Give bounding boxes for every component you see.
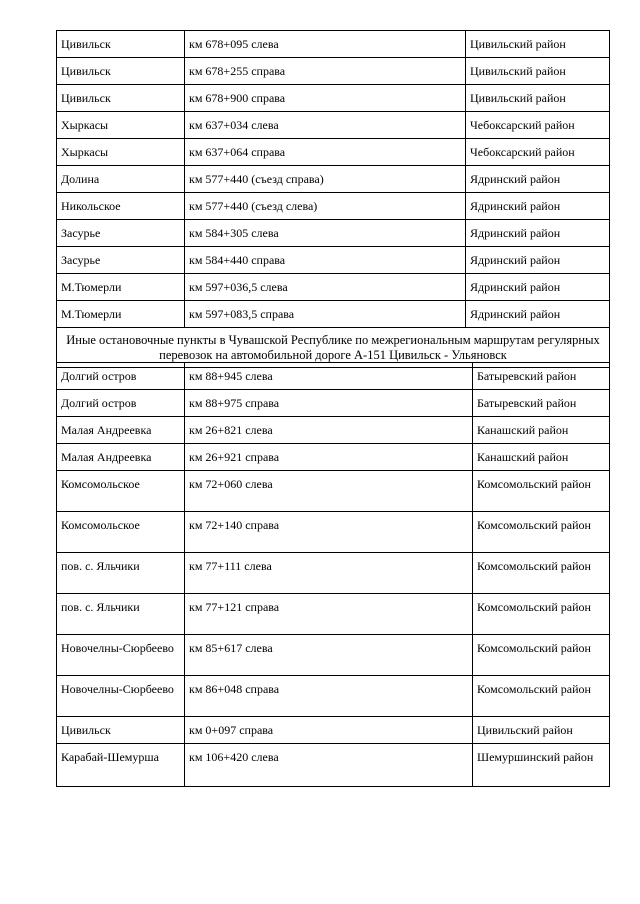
stop-km: км 577+440 (съезд справа) — [185, 166, 466, 193]
stop-name: М.Тюмерли — [57, 274, 185, 301]
stop-district: Цивильский район — [473, 717, 610, 744]
stop-name: Цивильск — [57, 31, 185, 58]
stop-district: Чебоксарский район — [466, 139, 610, 166]
stop-district: Комсомольский район — [473, 471, 610, 512]
table-row — [57, 220, 610, 247]
stop-district: Комсомольский район — [473, 512, 610, 553]
section-heading: Иные остановочные пункты в Чувашской Республике по межрегиональным маршрутам регулярных перевозок на автомобильной дороге А-151 Цивильск - Ульяновск — [57, 328, 610, 368]
table-row — [57, 717, 610, 744]
stop-name: Засурье — [57, 247, 185, 274]
stop-district: Батыревский район — [473, 390, 610, 417]
stop-km: км 88+945 слева — [185, 363, 473, 390]
table-row — [57, 112, 610, 139]
table-row — [57, 274, 610, 301]
stop-name: Малая Андреевка — [57, 417, 185, 444]
stop-km: км 72+060 слева — [185, 471, 473, 512]
stop-district: Ядринский район — [466, 193, 610, 220]
stop-district: Комсомольский район — [473, 635, 610, 676]
stop-km: км 106+420 слева — [185, 744, 473, 787]
stop-district: Канашский район — [473, 417, 610, 444]
stop-km: км 26+821 слева — [185, 417, 473, 444]
stop-district: Ядринский район — [466, 220, 610, 247]
stop-name: Засурье — [57, 220, 185, 247]
stops-table-a151 — [56, 362, 610, 787]
stop-district: Цивильский район — [466, 58, 610, 85]
stop-km: км 678+255 справа — [185, 58, 466, 85]
stop-km: км 0+097 справа — [185, 717, 473, 744]
stop-name: Новочелны-Сюрбеево — [57, 676, 185, 717]
stop-name: Комсомольское — [57, 512, 185, 553]
stop-km: км 85+617 слева — [185, 635, 473, 676]
table-row — [57, 512, 610, 553]
stop-km: км 584+305 слева — [185, 220, 466, 247]
stop-name: Долгий остров — [57, 390, 185, 417]
table-row — [57, 247, 610, 274]
stop-name: Цивильск — [57, 58, 185, 85]
stop-km: км 86+048 справа — [185, 676, 473, 717]
table-row — [57, 166, 610, 193]
stop-district: Ядринский район — [466, 247, 610, 274]
stop-name: Цивильск — [57, 717, 185, 744]
stop-name: пов. с. Яльчики — [57, 594, 185, 635]
stop-name: Никольское — [57, 193, 185, 220]
stop-district: Чебоксарский район — [466, 112, 610, 139]
stop-district: Ядринский район — [466, 274, 610, 301]
stop-district: Батыревский район — [473, 363, 610, 390]
stop-km: км 77+111 слева — [185, 553, 473, 594]
stop-name: Карабай-Шемурша — [57, 744, 185, 787]
stop-name: М.Тюмерли — [57, 301, 185, 328]
stop-km: км 637+064 справа — [185, 139, 466, 166]
table-row — [57, 363, 610, 390]
stop-district: Комсомольский район — [473, 676, 610, 717]
stops-table-main — [56, 30, 610, 368]
table-row — [57, 58, 610, 85]
stop-district: Ядринский район — [466, 301, 610, 328]
table-row — [57, 594, 610, 635]
stop-district: Цивильский район — [466, 85, 610, 112]
stop-district: Шемуршинский район — [473, 744, 610, 787]
table-row — [57, 85, 610, 112]
table-row — [57, 471, 610, 512]
table-row — [57, 417, 610, 444]
stop-km: км 637+034 слева — [185, 112, 466, 139]
table-row — [57, 390, 610, 417]
stop-name: пов. с. Яльчики — [57, 553, 185, 594]
stop-km: км 597+083,5 справа — [185, 301, 466, 328]
stop-km: км 678+095 слева — [185, 31, 466, 58]
stop-name: Долгий остров — [57, 363, 185, 390]
stop-km: км 678+900 справа — [185, 85, 466, 112]
stop-km: км 577+440 (съезд слева) — [185, 193, 466, 220]
stop-name: Цивильск — [57, 85, 185, 112]
table-row — [57, 553, 610, 594]
stop-name: Хыркасы — [57, 139, 185, 166]
stop-name: Малая Андреевка — [57, 444, 185, 471]
table-row — [57, 744, 610, 787]
stop-km: км 26+921 справа — [185, 444, 473, 471]
table-row — [57, 444, 610, 471]
stop-name: Долина — [57, 166, 185, 193]
table-row — [57, 635, 610, 676]
stop-district: Комсомольский район — [473, 594, 610, 635]
table-row — [57, 301, 610, 328]
table-row — [57, 139, 610, 166]
stop-district: Цивильский район — [466, 31, 610, 58]
table-row — [57, 193, 610, 220]
stop-km: км 597+036,5 слева — [185, 274, 466, 301]
stop-district: Канашский район — [473, 444, 610, 471]
stop-district: Ядринский район — [466, 166, 610, 193]
stop-km: км 584+440 справа — [185, 247, 466, 274]
stop-name: Хыркасы — [57, 112, 185, 139]
stop-km: км 72+140 справа — [185, 512, 473, 553]
stop-name: Новочелны-Сюрбеево — [57, 635, 185, 676]
stop-name: Комсомольское — [57, 471, 185, 512]
table-row — [57, 676, 610, 717]
stop-km: км 77+121 справа — [185, 594, 473, 635]
stop-km: км 88+975 справа — [185, 390, 473, 417]
stop-district: Комсомольский район — [473, 553, 610, 594]
table-row — [57, 31, 610, 58]
